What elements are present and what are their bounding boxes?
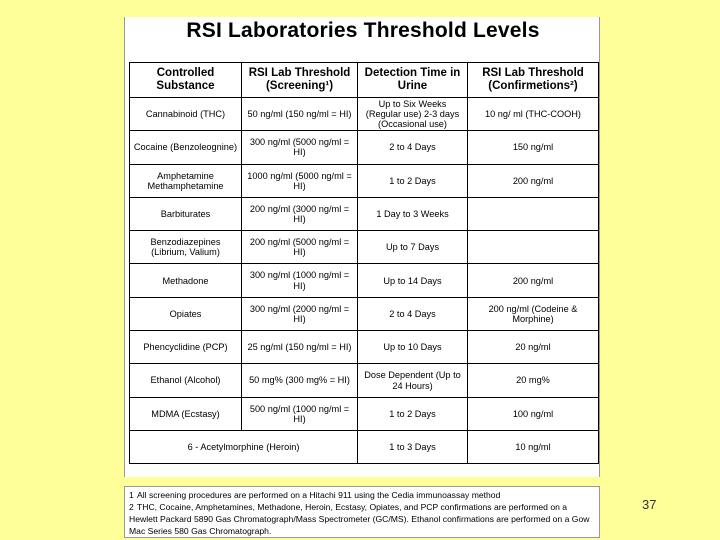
- cell-detection: Up to Six Weeks (Regular use) 2-3 days (Occasional use): [358, 98, 468, 131]
- footnotes: [124, 486, 600, 538]
- cell-confirmation: 10 ng/ ml (THC-COOH): [468, 98, 599, 131]
- cell-detection: Up to 14 Days: [358, 264, 468, 297]
- cell-substance: Amphetamine Methamphetamine: [130, 164, 242, 197]
- cell-detection: Dose Dependent (Up to 24 Hours): [358, 364, 468, 397]
- cell-confirmation: 150 ng/ml: [468, 131, 599, 164]
- cell-substance: 6 - Acetylmorphine (Heroin): [130, 430, 358, 463]
- cell-screening: 300 ng/ml (2000 ng/ml = HI): [242, 297, 358, 330]
- cell-confirmation: 100 ng/ml: [468, 397, 599, 430]
- table-row: [130, 397, 599, 430]
- footnote-marker: 2: [129, 502, 134, 512]
- cell-screening: 300 ng/ml (1000 ng/ml = HI): [242, 264, 358, 297]
- cell-substance: Cannabinoid (THC): [130, 98, 242, 131]
- cell-confirmation: 10 ng/ml: [468, 430, 599, 463]
- table-row: [130, 98, 599, 131]
- cell-substance: Barbiturates: [130, 197, 242, 230]
- cell-substance: Cocaine (Benzoleognine): [130, 131, 242, 164]
- header-confirmation: RSI Lab Threshold (Confirmetions²): [468, 63, 599, 98]
- table-row: [130, 131, 599, 164]
- cell-confirmation: [468, 231, 599, 264]
- footnote-1: [129, 489, 595, 501]
- cell-detection: 2 to 4 Days: [358, 131, 468, 164]
- header-screening: RSI Lab Threshold (Screening¹): [242, 63, 358, 98]
- cell-confirmation: 200 ng/ml: [468, 164, 599, 197]
- table-row: [130, 331, 599, 364]
- cell-substance: Methadone: [130, 264, 242, 297]
- footnote-text: THC, Cocaine, Amphetamines, Methadone, Heroin, Ecstasy, Opiates, and PCP confirmations are performed on a Hewlett Packard 5890 Gas Chromatograph/Mass Spectrometer (GC/MS). Ethanol confirmations are performed on a Gow Mac Series 580 Gas Chromatograph.: [129, 502, 590, 536]
- cell-detection: 1 to 3 Days: [358, 430, 468, 463]
- cell-confirmation: 20 mg%: [468, 364, 599, 397]
- cell-substance: Phencyclidine (PCP): [130, 331, 242, 364]
- footnote-2: [129, 501, 595, 537]
- cell-screening: 200 ng/ml (3000 ng/ml = HI): [242, 197, 358, 230]
- cell-detection: 2 to 4 Days: [358, 297, 468, 330]
- header-substance: Controlled Substance: [130, 63, 242, 98]
- cell-confirmation: 20 ng/ml: [468, 331, 599, 364]
- cell-screening: 500 ng/ml (1000 ng/ml = HI): [242, 397, 358, 430]
- threshold-table: [129, 62, 599, 464]
- cell-confirmation: [468, 197, 599, 230]
- cell-substance: MDMA (Ecstasy): [130, 397, 242, 430]
- cell-screening: 1000 ng/ml (5000 ng/ml = HI): [242, 164, 358, 197]
- cell-screening: 200 ng/ml (5000 ng/ml = HI): [242, 231, 358, 264]
- page-title: RSI Laboratories Threshold Levels: [186, 19, 540, 42]
- table-header-row: [130, 63, 599, 98]
- cell-detection: 1 to 2 Days: [358, 397, 468, 430]
- cell-screening: 300 ng/ml (5000 ng/ml = HI): [242, 131, 358, 164]
- cell-screening: 50 ng/ml (150 ng/ml = HI): [242, 98, 358, 131]
- table-row: [130, 364, 599, 397]
- header-detection: Detection Time in Urine: [358, 63, 468, 98]
- cell-detection: 1 to 2 Days: [358, 164, 468, 197]
- table-row: [130, 297, 599, 330]
- cell-confirmation: 200 ng/ml (Codeine & Morphine): [468, 297, 599, 330]
- cell-detection: Up to 7 Days: [358, 231, 468, 264]
- footnote-marker: 1: [129, 490, 134, 500]
- cell-confirmation: 200 ng/ml: [468, 264, 599, 297]
- table-row: [130, 164, 599, 197]
- table-row: [130, 197, 599, 230]
- table-row: [130, 430, 599, 463]
- threshold-sheet: [124, 17, 600, 477]
- table-row: [130, 264, 599, 297]
- footnote-text: All screening procedures are performed on a Hitachi 911 using the Cedia immunoassay method: [137, 490, 501, 500]
- cell-screening: 50 mg% (300 mg% = HI): [242, 364, 358, 397]
- cell-substance: Benzodiazepines (Librium, Valium): [130, 231, 242, 264]
- cell-detection: 1 Day to 3 Weeks: [358, 197, 468, 230]
- cell-substance: Ethanol (Alcohol): [130, 364, 242, 397]
- cell-screening: 25 ng/ml (150 ng/ml = HI): [242, 331, 358, 364]
- cell-substance: Opiates: [130, 297, 242, 330]
- cell-detection: Up to 10 Days: [358, 331, 468, 364]
- table-row: [130, 231, 599, 264]
- page-number: 37: [642, 497, 657, 512]
